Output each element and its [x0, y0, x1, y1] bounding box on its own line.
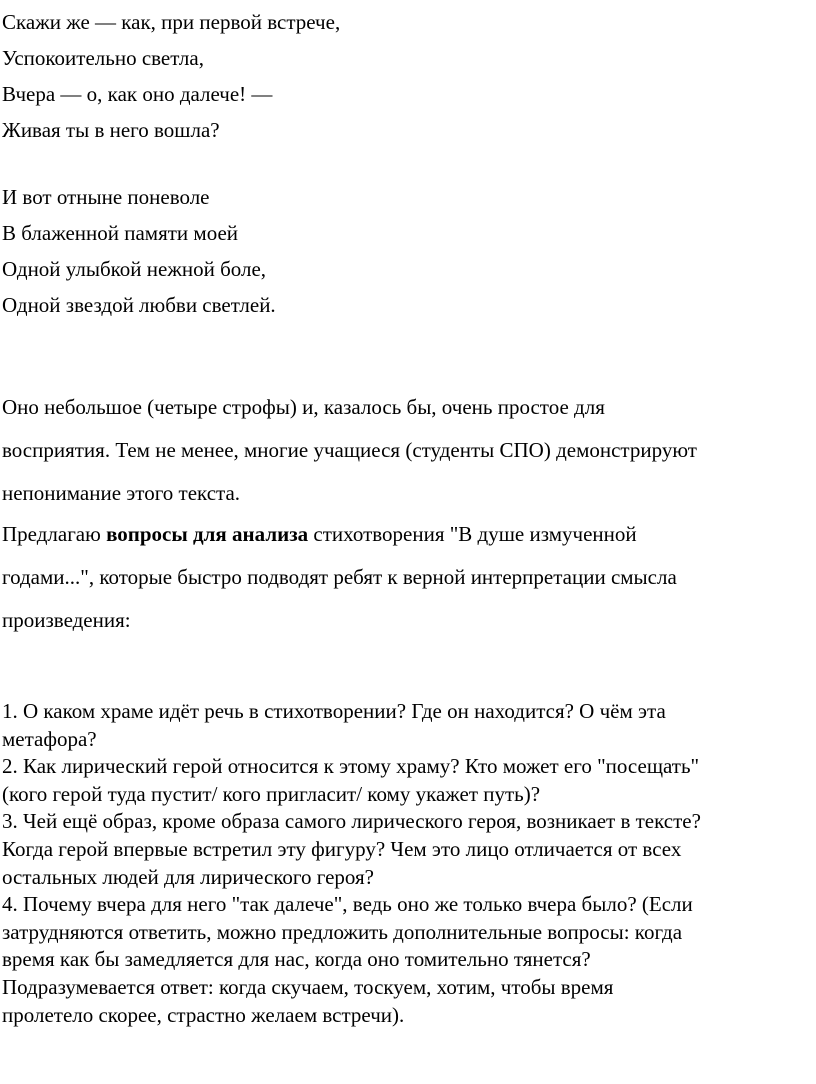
- question-line: (кого герой туда пустит/ кого пригласит/ кому укажет путь)?: [2, 781, 541, 806]
- poem-line: И вот отныне поневоле: [2, 185, 210, 209]
- paragraph-line: произведения:: [2, 608, 131, 632]
- question-line: пролетело скорее, страстно желаем встречи).: [2, 1002, 405, 1027]
- proposal-text-after: стихотворения "В душе измученной: [308, 522, 637, 546]
- poem-line: Одной звездой любви светлей.: [2, 293, 276, 317]
- question-line: 4. Почему вчера для него "так далече", ведь оно же только вчера было? (Если: [2, 892, 693, 917]
- question-line: остальных людей для лирического героя?: [2, 864, 375, 889]
- paragraph-line: восприятия. Тем не менее, многие учащиеся (студенты СПО) демонстрируют: [2, 438, 697, 462]
- question-line: затрудняются ответить, можно предложить дополнительные вопросы: когда: [2, 919, 683, 944]
- poem-line: Успокоительно светла,: [2, 46, 204, 70]
- paragraph-line: годами...", которые быстро подводят ребят к верной интерпретации смысла: [2, 565, 677, 589]
- poem-line: Скажи же — как, при первой встрече,: [2, 10, 341, 34]
- intro-paragraph: [2, 386, 814, 515]
- proposal-paragraph: [2, 513, 814, 642]
- questions-list: [2, 698, 814, 1029]
- paragraph-line: [2, 513, 814, 556]
- paragraph-line: Оно небольшое (четыре строфы) и, казалось бы, очень простое для: [2, 395, 605, 419]
- question-line: Подразумевается ответ: когда скучаем, тоскуем, хотим, чтобы время: [2, 974, 614, 999]
- poem-stanza-2: [2, 179, 276, 323]
- question-line: 1. О каком храме идёт речь в стихотворении? Где он находится? О чём эта: [2, 699, 666, 723]
- poem-line: В блаженной памяти моей: [2, 221, 239, 245]
- proposal-bold-phrase: вопросы для анализа: [106, 522, 309, 546]
- question-line: время как бы замедляется для нас, когда оно томительно тянется?: [2, 947, 591, 972]
- question-line: метафора?: [2, 726, 97, 751]
- poem-line: Вчера — о, как оно далече! —: [2, 82, 273, 106]
- poem-line: Одной улыбкой нежной боле,: [2, 257, 267, 281]
- question-line: 3. Чей ещё образ, кроме образа самого лирического героя, возникает в тексте?: [2, 809, 701, 834]
- poem-line: Живая ты в него вошла?: [2, 118, 220, 142]
- question-line: 2. Как лирический герой относится к этому храму? Кто может его "посещать": [2, 754, 700, 779]
- proposal-text-before: Предлагаю: [2, 522, 107, 546]
- poem-stanza-1: [2, 4, 340, 148]
- paragraph-line: непонимание этого текста.: [2, 481, 241, 505]
- question-line: Когда герой впервые встретил эту фигуру? Чем это лицо отличается от всех: [2, 836, 682, 861]
